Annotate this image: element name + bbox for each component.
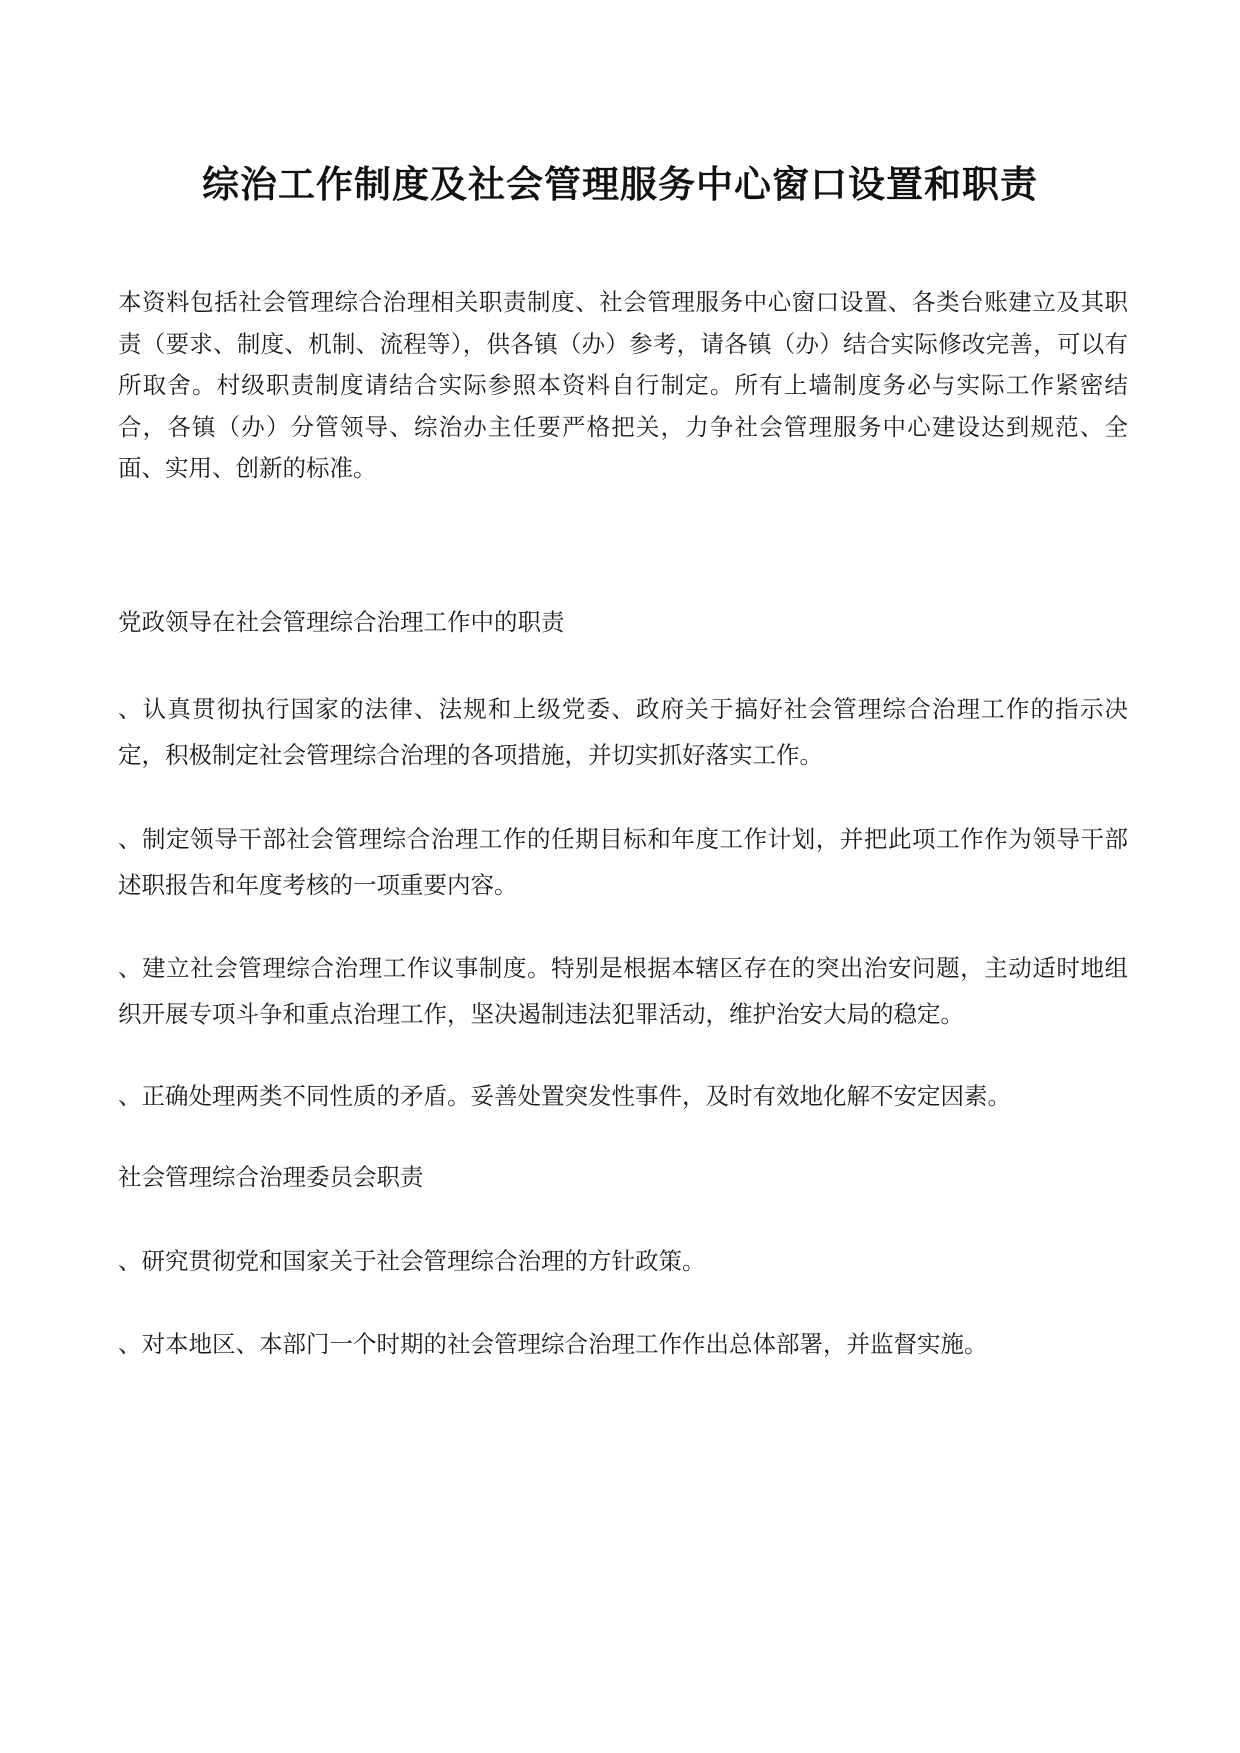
list-item: 、正确处理两类不同性质的矛盾。妥善处置突发性事件，及时有效地化解不安定因素。 bbox=[118, 1082, 1011, 1110]
list-item: 、制定领导干部社会管理综合治理工作的任期目标和年度工作计划，并把此项工作作为领导干部述职报告和年度考核的一项重要内容。 bbox=[118, 825, 1128, 899]
document-title: 综治工作制度及社会管理服务中心窗口设置和职责 bbox=[202, 162, 1038, 206]
section-heading-leadership: 党政领导在社会管理综合治理工作中的职责 bbox=[118, 608, 565, 636]
list-item: 、认真贯彻执行国家的法律、法规和上级党委、政府关于搞好社会管理综合治理工作的指示决定，积极制定社会管理综合治理的各项措施，并切实抓好落实工作。 bbox=[118, 695, 1128, 769]
intro-paragraph: 本资料包括社会管理综合治理相关职责制度、社会管理服务中心窗口设置、各类台账建立及其职责（要求、制度、机制、流程等），供各镇（办）参考，请各镇（办）结合实际修改完善，可以有所取舍。村级职责制度请结合实际参照本资料自行制定。所有上墙制度务必与实际工作紧密结合，各镇（办）分管领导、综治办主任要严格把关，力争社会管理服务中心建设达到规范、全面、实用、创新的标准。 bbox=[118, 288, 1128, 482]
section-heading-committee: 社会管理综合治理委员会职责 bbox=[118, 1163, 424, 1191]
list-item: 、研究贯彻党和国家关于社会管理综合治理的方针政策。 bbox=[118, 1247, 706, 1275]
list-item: 、对本地区、本部门一个时期的社会管理综合治理工作作出总体部署，并监督实施。 bbox=[118, 1330, 988, 1358]
list-item: 、建立社会管理综合治理工作议事制度。特别是根据本辖区存在的突出治安问题，主动适时地组织开展专项斗争和重点治理工作，坚决遏制违法犯罪活动，维护治安大局的稳定。 bbox=[118, 954, 1128, 1028]
